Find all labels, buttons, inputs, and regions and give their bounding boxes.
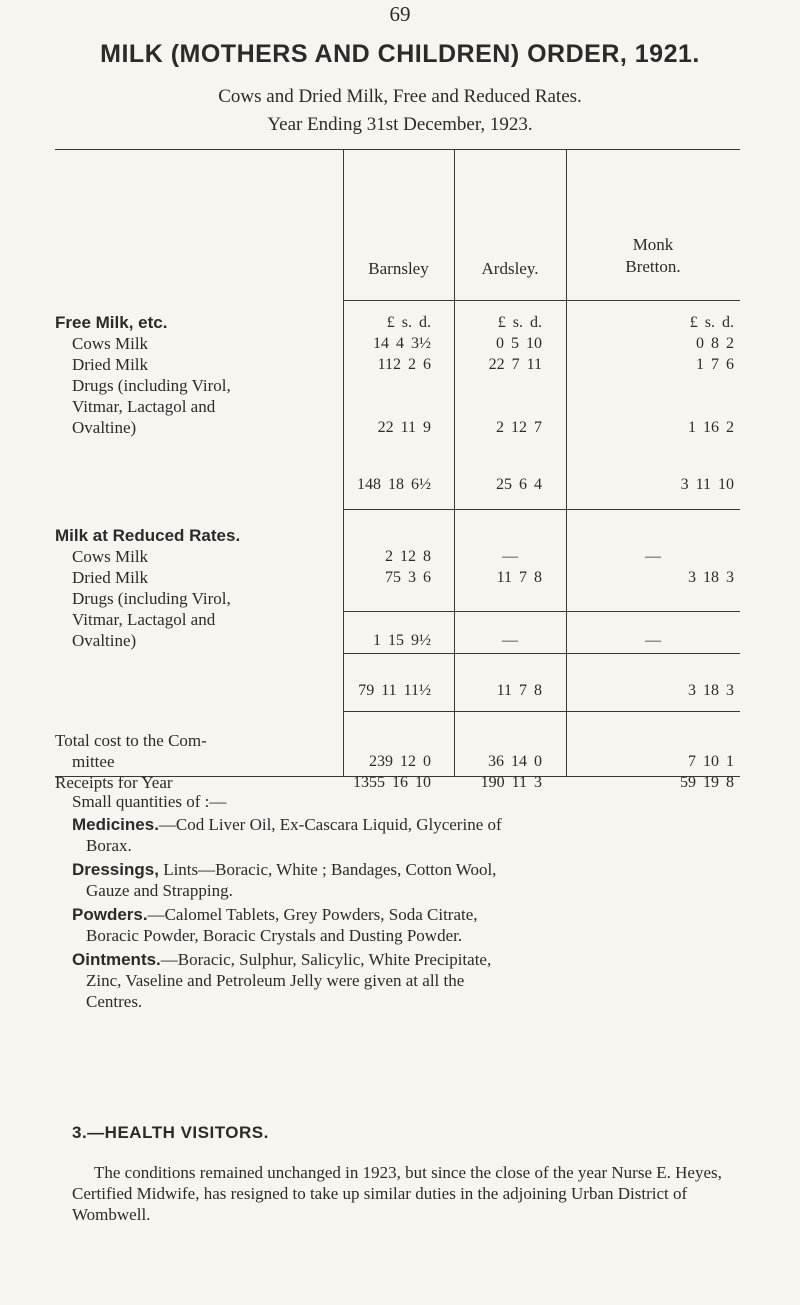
free-dried-bretton: 1 7 6: [696, 356, 734, 373]
powders-text: —Calomel Tablets, Grey Powders, Soda Citrate,: [147, 905, 478, 924]
label-receipts: Receipts for Year: [55, 773, 173, 792]
ointments-text-cont-2: Centres.: [86, 992, 143, 1011]
reduced-drugs-bretton: —: [645, 632, 661, 649]
label-drugs-3: Ovaltine): [72, 418, 137, 437]
page-number: 69: [389, 2, 411, 26]
free-subtotal-barnsley: 148 18 6½: [357, 476, 431, 493]
health-visitors-paragraph: The conditions remained unchanged in 1923, but since the close of the year Nurse E. Heyes, Certified Midwife, has resigned to take up similar duties in the adjoining Urban District of Wombwell.: [72, 1163, 722, 1224]
medicines-heading: Medicines.: [72, 815, 159, 834]
medicines-text-cont: Borax.: [86, 836, 132, 855]
label-drugs-2: Vitmar, Lactagol and: [72, 397, 216, 416]
dressings-paragraph: [72, 859, 762, 901]
reduced-cows-ardsley: —: [502, 548, 518, 565]
column-header-barnsley: Barnsley: [368, 259, 429, 278]
reduced-subtotal-bretton: 3 18 3: [688, 682, 734, 699]
table-top-rule: [55, 149, 740, 150]
label-reduced-drugs-3: Ovaltine): [72, 631, 137, 650]
free-subtotal-ardsley: 25 6 4: [496, 476, 542, 493]
free-cows-bretton: 0 8 2: [696, 335, 734, 352]
dressings-text-cont: Gauze and Strapping.: [86, 881, 233, 900]
reduced-drugs-barnsley: 1 15 9½: [373, 632, 431, 649]
currency-header-barnsley: £ s. d.: [386, 314, 431, 331]
ointments-text: —Boracic, Sulphur, Salicylic, White Precipitate,: [160, 950, 492, 969]
label-cows-milk: Cows Milk: [72, 334, 149, 353]
page-title: MILK (MOTHERS AND CHILDREN) ORDER, 1921.: [100, 40, 700, 68]
dressings-text: Lints—Boracic, White ; Bandages, Cotton Wool,: [158, 860, 497, 879]
reduced-dried-ardsley: 11 7 8: [496, 569, 542, 586]
medicines-text: —Cod Liver Oil, Ex-Cascara Liquid, Glycerine of: [158, 815, 502, 834]
label-dried-milk: Dried Milk: [72, 355, 149, 374]
free-drugs-barnsley: 22 11 9: [377, 419, 431, 436]
free-cows-barnsley: 14 4 3½: [373, 335, 431, 352]
subtitle-line-2: Year Ending 31st December, 1923.: [267, 114, 533, 135]
powders-text-cont: Boracic Powder, Boracic Crystals and Dusting Powder.: [86, 926, 463, 945]
dressings-heading: Dressings,: [72, 860, 159, 879]
reduced-cows-bretton: —: [645, 548, 661, 565]
medicines-paragraph: [72, 814, 762, 856]
receipts-bretton: 59 19 8: [680, 774, 734, 791]
label-drugs-1: Drugs (including Virol,: [72, 376, 231, 395]
receipts-barnsley: 1355 16 10: [353, 774, 431, 791]
powders-paragraph: [72, 904, 762, 946]
reduced-subtotal-ardsley: 11 7 8: [496, 682, 542, 699]
reduced-subtotal-rule: [343, 509, 740, 510]
receipts-ardsley: 190 11 3: [480, 774, 542, 791]
total-ardsley: 36 14 0: [488, 753, 542, 770]
column-header-bretton: Bretton.: [625, 257, 681, 276]
column-header-ardsley: Ardsley.: [481, 259, 539, 278]
label-reduced-drugs-2: Vitmar, Lactagol and: [72, 610, 216, 629]
total-bretton: 7 10 1: [688, 753, 734, 770]
subtitle-line-1: Cows and Dried Milk, Free and Reduced Rates.: [218, 86, 582, 107]
header-bottom-rule: [343, 300, 740, 301]
reduced-drugs-ardsley: —: [502, 632, 518, 649]
reduced-section-heading: Milk at Reduced Rates.: [55, 526, 241, 545]
free-subtotal-bretton: 3 11 10: [680, 476, 734, 493]
total-barnsley: 239 12 0: [369, 753, 431, 770]
reduced-dried-barnsley: 75 3 6: [385, 569, 431, 586]
free-dried-barnsley: 112 2 6: [377, 356, 431, 373]
reduced-items-rule: [343, 611, 740, 612]
small-quantities-intro: Small quantities of :—: [72, 792, 227, 811]
ointments-paragraph: [72, 949, 762, 1012]
currency-header-ardsley: £ s. d.: [497, 314, 542, 331]
powders-heading: Powders.: [72, 905, 148, 924]
ointments-heading: Ointments.: [72, 950, 161, 969]
reduced-dried-bretton: 3 18 3: [688, 569, 734, 586]
currency-header-bretton: £ s. d.: [689, 314, 734, 331]
reduced-subtotal-barnsley: 79 11 11½: [358, 682, 431, 699]
column-header-monk: Monk: [632, 235, 674, 254]
label-total-2: mittee: [72, 752, 115, 771]
label-total-1: Total cost to the Com-: [55, 731, 207, 750]
free-cows-ardsley: 0 5 10: [496, 335, 542, 352]
label-reduced-dried-milk: Dried Milk: [72, 568, 149, 587]
label-reduced-drugs-1: Drugs (including Virol,: [72, 589, 231, 608]
free-drugs-bretton: 1 16 2: [688, 419, 734, 436]
reduced-cows-barnsley: 2 12 8: [385, 548, 431, 565]
free-dried-ardsley: 22 7 11: [488, 356, 542, 373]
health-visitors-heading: 3.—HEALTH VISITORS.: [72, 1123, 269, 1142]
reduced-divider-rule: [343, 711, 740, 712]
ointments-text-cont: Zinc, Vaseline and Petroleum Jelly were given at all the: [86, 971, 465, 990]
free-subtotal-rule: [343, 653, 740, 654]
label-reduced-cows-milk: Cows Milk: [72, 547, 149, 566]
free-section-heading: Free Milk, etc.: [55, 313, 168, 332]
free-drugs-ardsley: 2 12 7: [496, 419, 542, 436]
